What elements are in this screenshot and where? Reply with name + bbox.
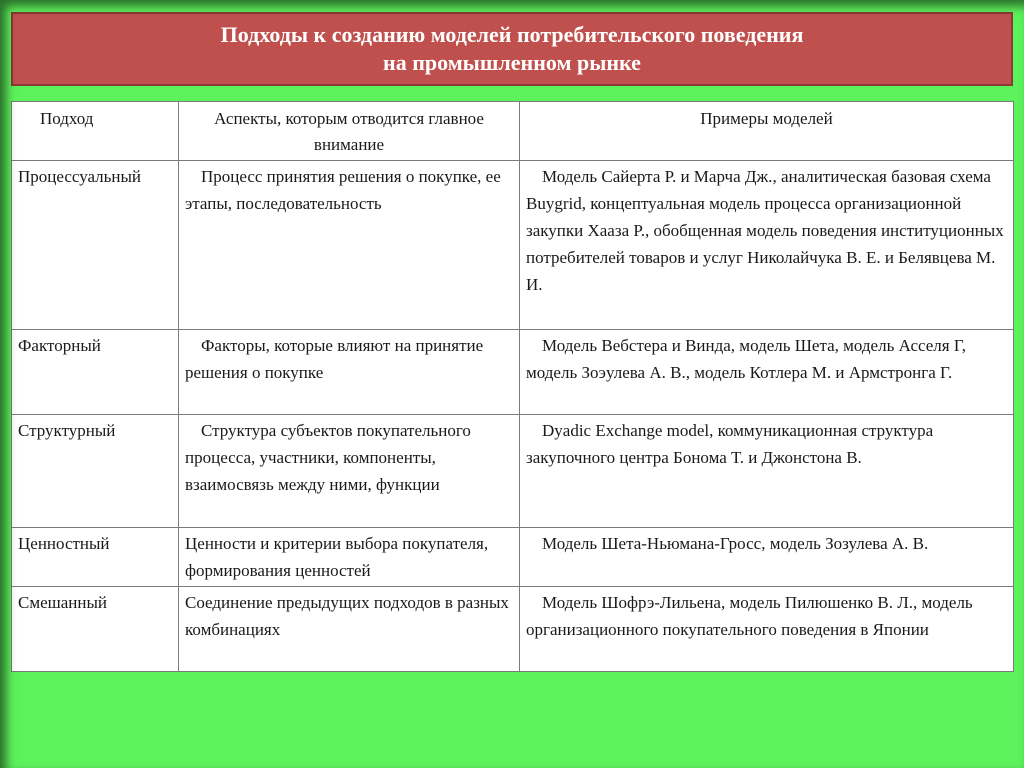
- table-row: [12, 528, 1014, 587]
- slide-title-line-1: Подходы к созданию моделей потребительского поведения: [220, 22, 804, 47]
- approaches-table: [11, 101, 1014, 672]
- cell-approach: Процессуальный: [12, 161, 179, 330]
- cell-examples: [520, 161, 1014, 330]
- cell-aspects-text: Структура субъектов покупательного процесса, участники, компоненты, взаимосвязь между ними, функции: [185, 421, 471, 494]
- cell-aspects-text: Факторы, которые влияют на принятие решения о покупке: [185, 336, 484, 382]
- header-approach: Подход: [12, 102, 179, 161]
- cell-aspects: Ценности и критерии выбора покупателя, формирования ценностей: [179, 528, 520, 587]
- cell-approach: Ценностный: [12, 528, 179, 587]
- cell-examples: [520, 330, 1014, 415]
- slide-title-line-2: на промышленном рынке: [383, 50, 641, 75]
- cell-examples-text: Dyadic Exchange model, коммуникационная структура закупочного центра Бонома Т. и Джонстона В.: [526, 421, 934, 467]
- table-row: [12, 587, 1014, 672]
- cell-examples-text: Модель Шофрэ-Лильена, модель Пилюшенко В. Л., модель организационного покупательного поведения в Японии: [526, 593, 973, 639]
- table-row: [12, 330, 1014, 415]
- cell-aspects: [179, 415, 520, 528]
- cell-examples-text: Модель Сайерта Р. и Марча Дж., аналитическая базовая схема Buygrid, концептуальная модель процесса организационной закупки Хааза Р., обобщенная модель поведения институционных потребителей товаров и услуг Николайчука В. Е. и Белявцева М. И.: [526, 167, 1004, 294]
- table-row: [12, 415, 1014, 528]
- cell-aspects-text: Процесс принятия решения о покупке, ее этапы, последовательность: [185, 167, 501, 213]
- cell-examples: [520, 415, 1014, 528]
- cell-approach: Смешанный: [12, 587, 179, 672]
- cell-examples: [520, 587, 1014, 672]
- cell-aspects: Соединение предыдущих подходов в разных комбинациях: [179, 587, 520, 672]
- header-examples: Примеры моделей: [520, 102, 1014, 161]
- table-header-row: [12, 102, 1014, 161]
- table-row: [12, 161, 1014, 330]
- cell-examples-text: Модель Шета-Ньюмана-Гросс, модель Зозулева А. В.: [542, 534, 929, 553]
- cell-examples: [520, 528, 1014, 587]
- header-aspects: Аспекты, которым отводится главное внимание: [179, 102, 520, 161]
- cell-approach: Факторный: [12, 330, 179, 415]
- cell-aspects: [179, 161, 520, 330]
- approaches-table-container: [11, 101, 1013, 672]
- cell-examples-text: Модель Вебстера и Винда, модель Шета, модель Асселя Г, модель Зоэулева А. В., модель Котлера М. и Армстронга Г.: [526, 336, 966, 382]
- slide-title: [11, 12, 1013, 86]
- cell-approach: Структурный: [12, 415, 179, 528]
- cell-aspects: [179, 330, 520, 415]
